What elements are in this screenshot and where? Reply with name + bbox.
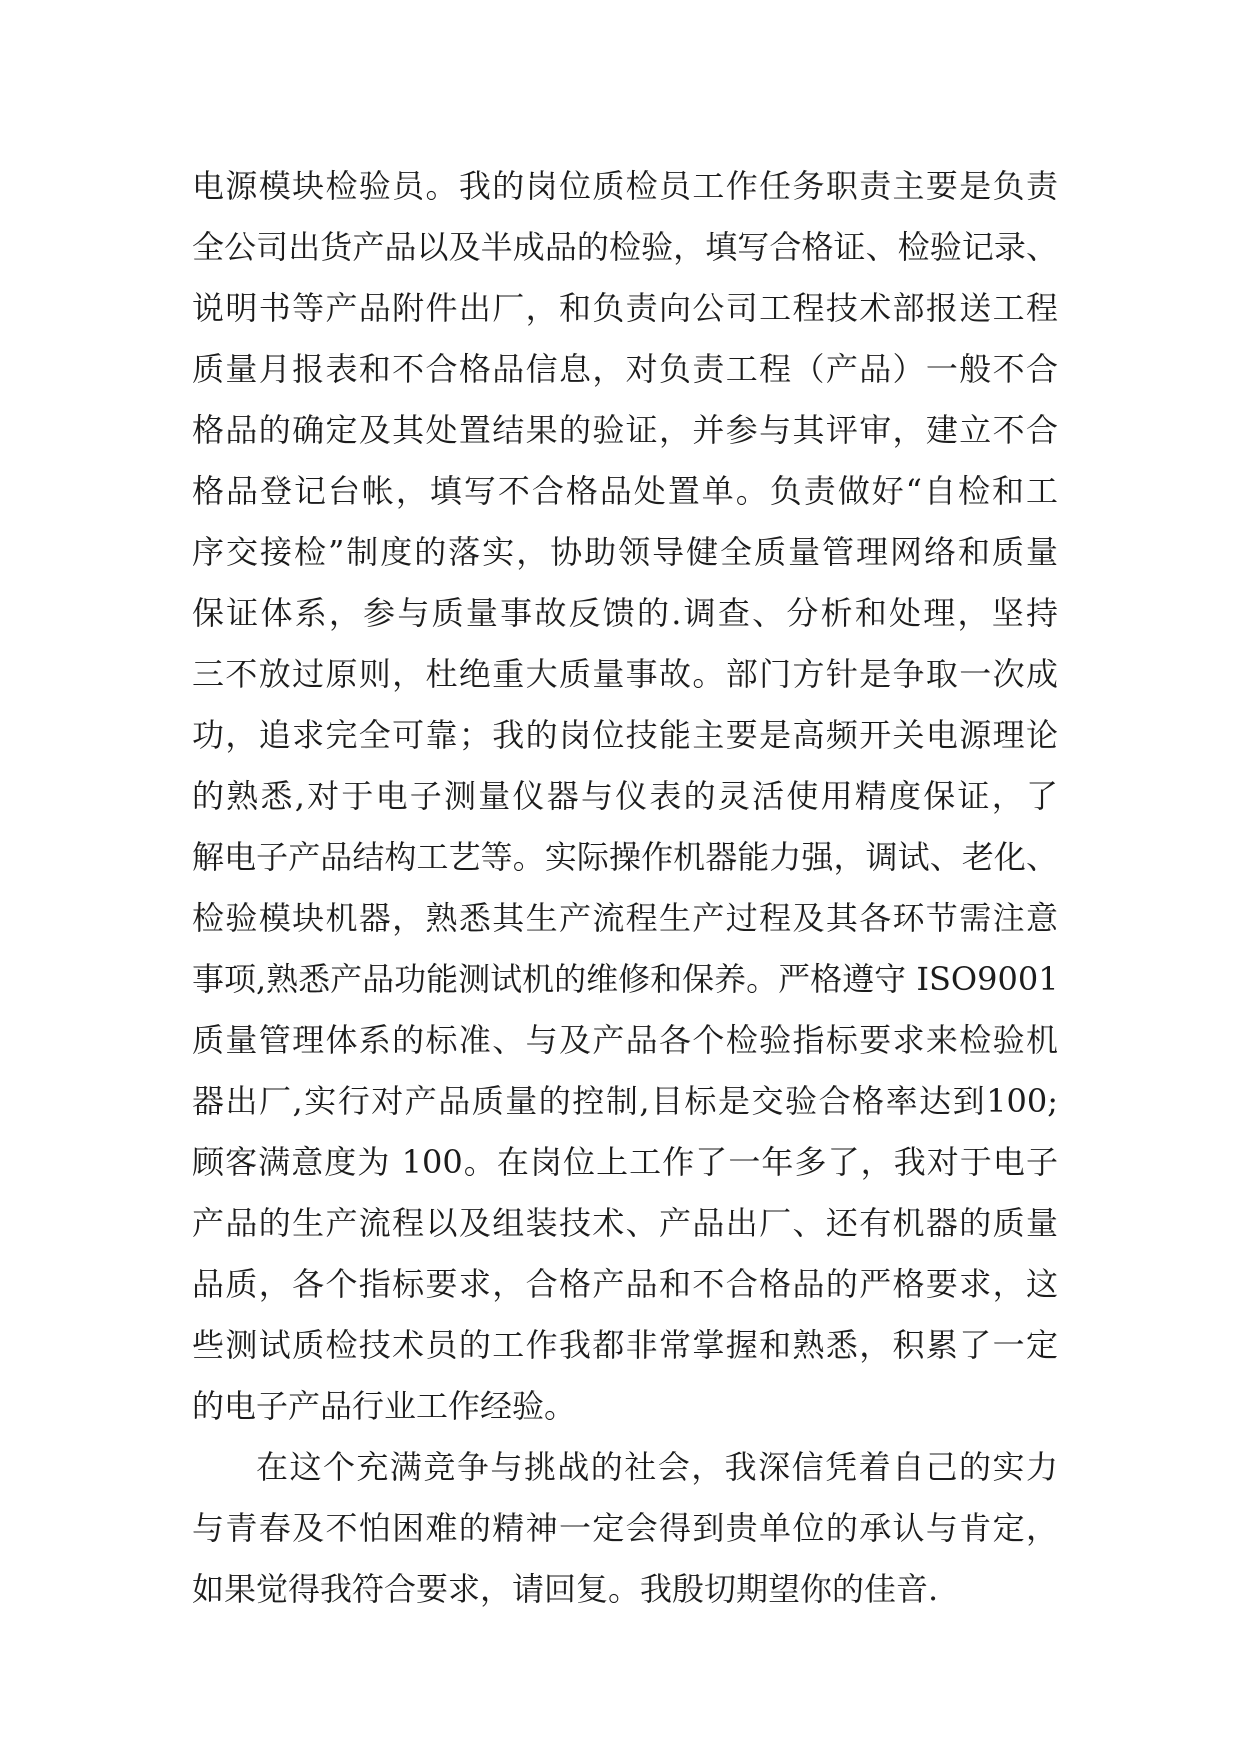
text-line: 器出厂,实行对产品质量的控制,目标是交验合格率达到100; xyxy=(192,1082,1058,1120)
text-line: 顾客满意度为 100。在岗位上工作了一年多了，我对于电子 xyxy=(192,1143,1058,1181)
text-line: 功，追求完全可靠；我的岗位技能主要是高频开关电源理论 xyxy=(192,716,1058,754)
text-line: 格品的确定及其处置结果的验证，并参与其评审，建立不合 xyxy=(192,411,1058,449)
text-line: 产品的生产流程以及组装技术、产品出厂、还有机器的质量 xyxy=(192,1204,1058,1242)
text-line: 序交接检”制度的落实，协助领导健全质量管理网络和质量 xyxy=(192,533,1058,571)
text-line: 些测试质检技术员的工作我都非常掌握和熟悉，积累了一定 xyxy=(192,1326,1058,1364)
text-line: 在这个充满竞争与挑战的社会，我深信凭着自己的实力 xyxy=(256,1448,1058,1486)
text-line: 全公司出货产品以及半成品的检验，填写合格证、检验记录、 xyxy=(192,228,1058,266)
text-line: 保证体系，参与质量事故反馈的.调查、分析和处理，坚持 xyxy=(192,594,1058,632)
text-line: 的电子产品行业工作经验。 xyxy=(192,1387,577,1425)
text-line: 质量管理体系的标准、与及产品各个检验指标要求来检验机 xyxy=(192,1021,1058,1059)
text-line: 三不放过原则，杜绝重大质量事故。部门方针是争取一次成 xyxy=(192,655,1058,693)
text-line: 与青春及不怕困难的精神一定会得到贵单位的承认与肯定， xyxy=(192,1509,1058,1547)
text-line: 解电子产品结构工艺等。实际操作机器能力强，调试、老化、 xyxy=(192,838,1058,876)
text-line: 事项,熟悉产品功能测试机的维修和保养。严格遵守 ISO9001 xyxy=(192,960,1059,998)
text-line: 质量月报表和不合格品信息，对负责工程（产品）一般不合 xyxy=(192,350,1058,388)
text-line: 格品登记台帐，填写不合格品处置单。负责做好“自检和工 xyxy=(192,472,1058,510)
text-line: 电源模块检验员。我的岗位质检员工作任务职责主要是负责 xyxy=(192,167,1058,205)
document-body xyxy=(192,156,1058,1620)
text-line: 说明书等产品附件出厂，和负责向公司工程技术部报送工程 xyxy=(192,289,1058,327)
paragraph-2 xyxy=(192,1437,1058,1620)
text-line: 检验模块机器，熟悉其生产流程生产过程及其各环节需注意 xyxy=(192,899,1058,937)
text-line: 品质，各个指标要求，合格产品和不合格品的严格要求，这 xyxy=(192,1265,1058,1303)
text-line: 如果觉得我符合要求，请回复。我殷切期望你的佳音. xyxy=(192,1570,939,1608)
paragraph-1 xyxy=(192,156,1058,1437)
text-line: 的熟悉,对于电子测量仪器与仪表的灵活使用精度保证，了 xyxy=(192,777,1058,815)
